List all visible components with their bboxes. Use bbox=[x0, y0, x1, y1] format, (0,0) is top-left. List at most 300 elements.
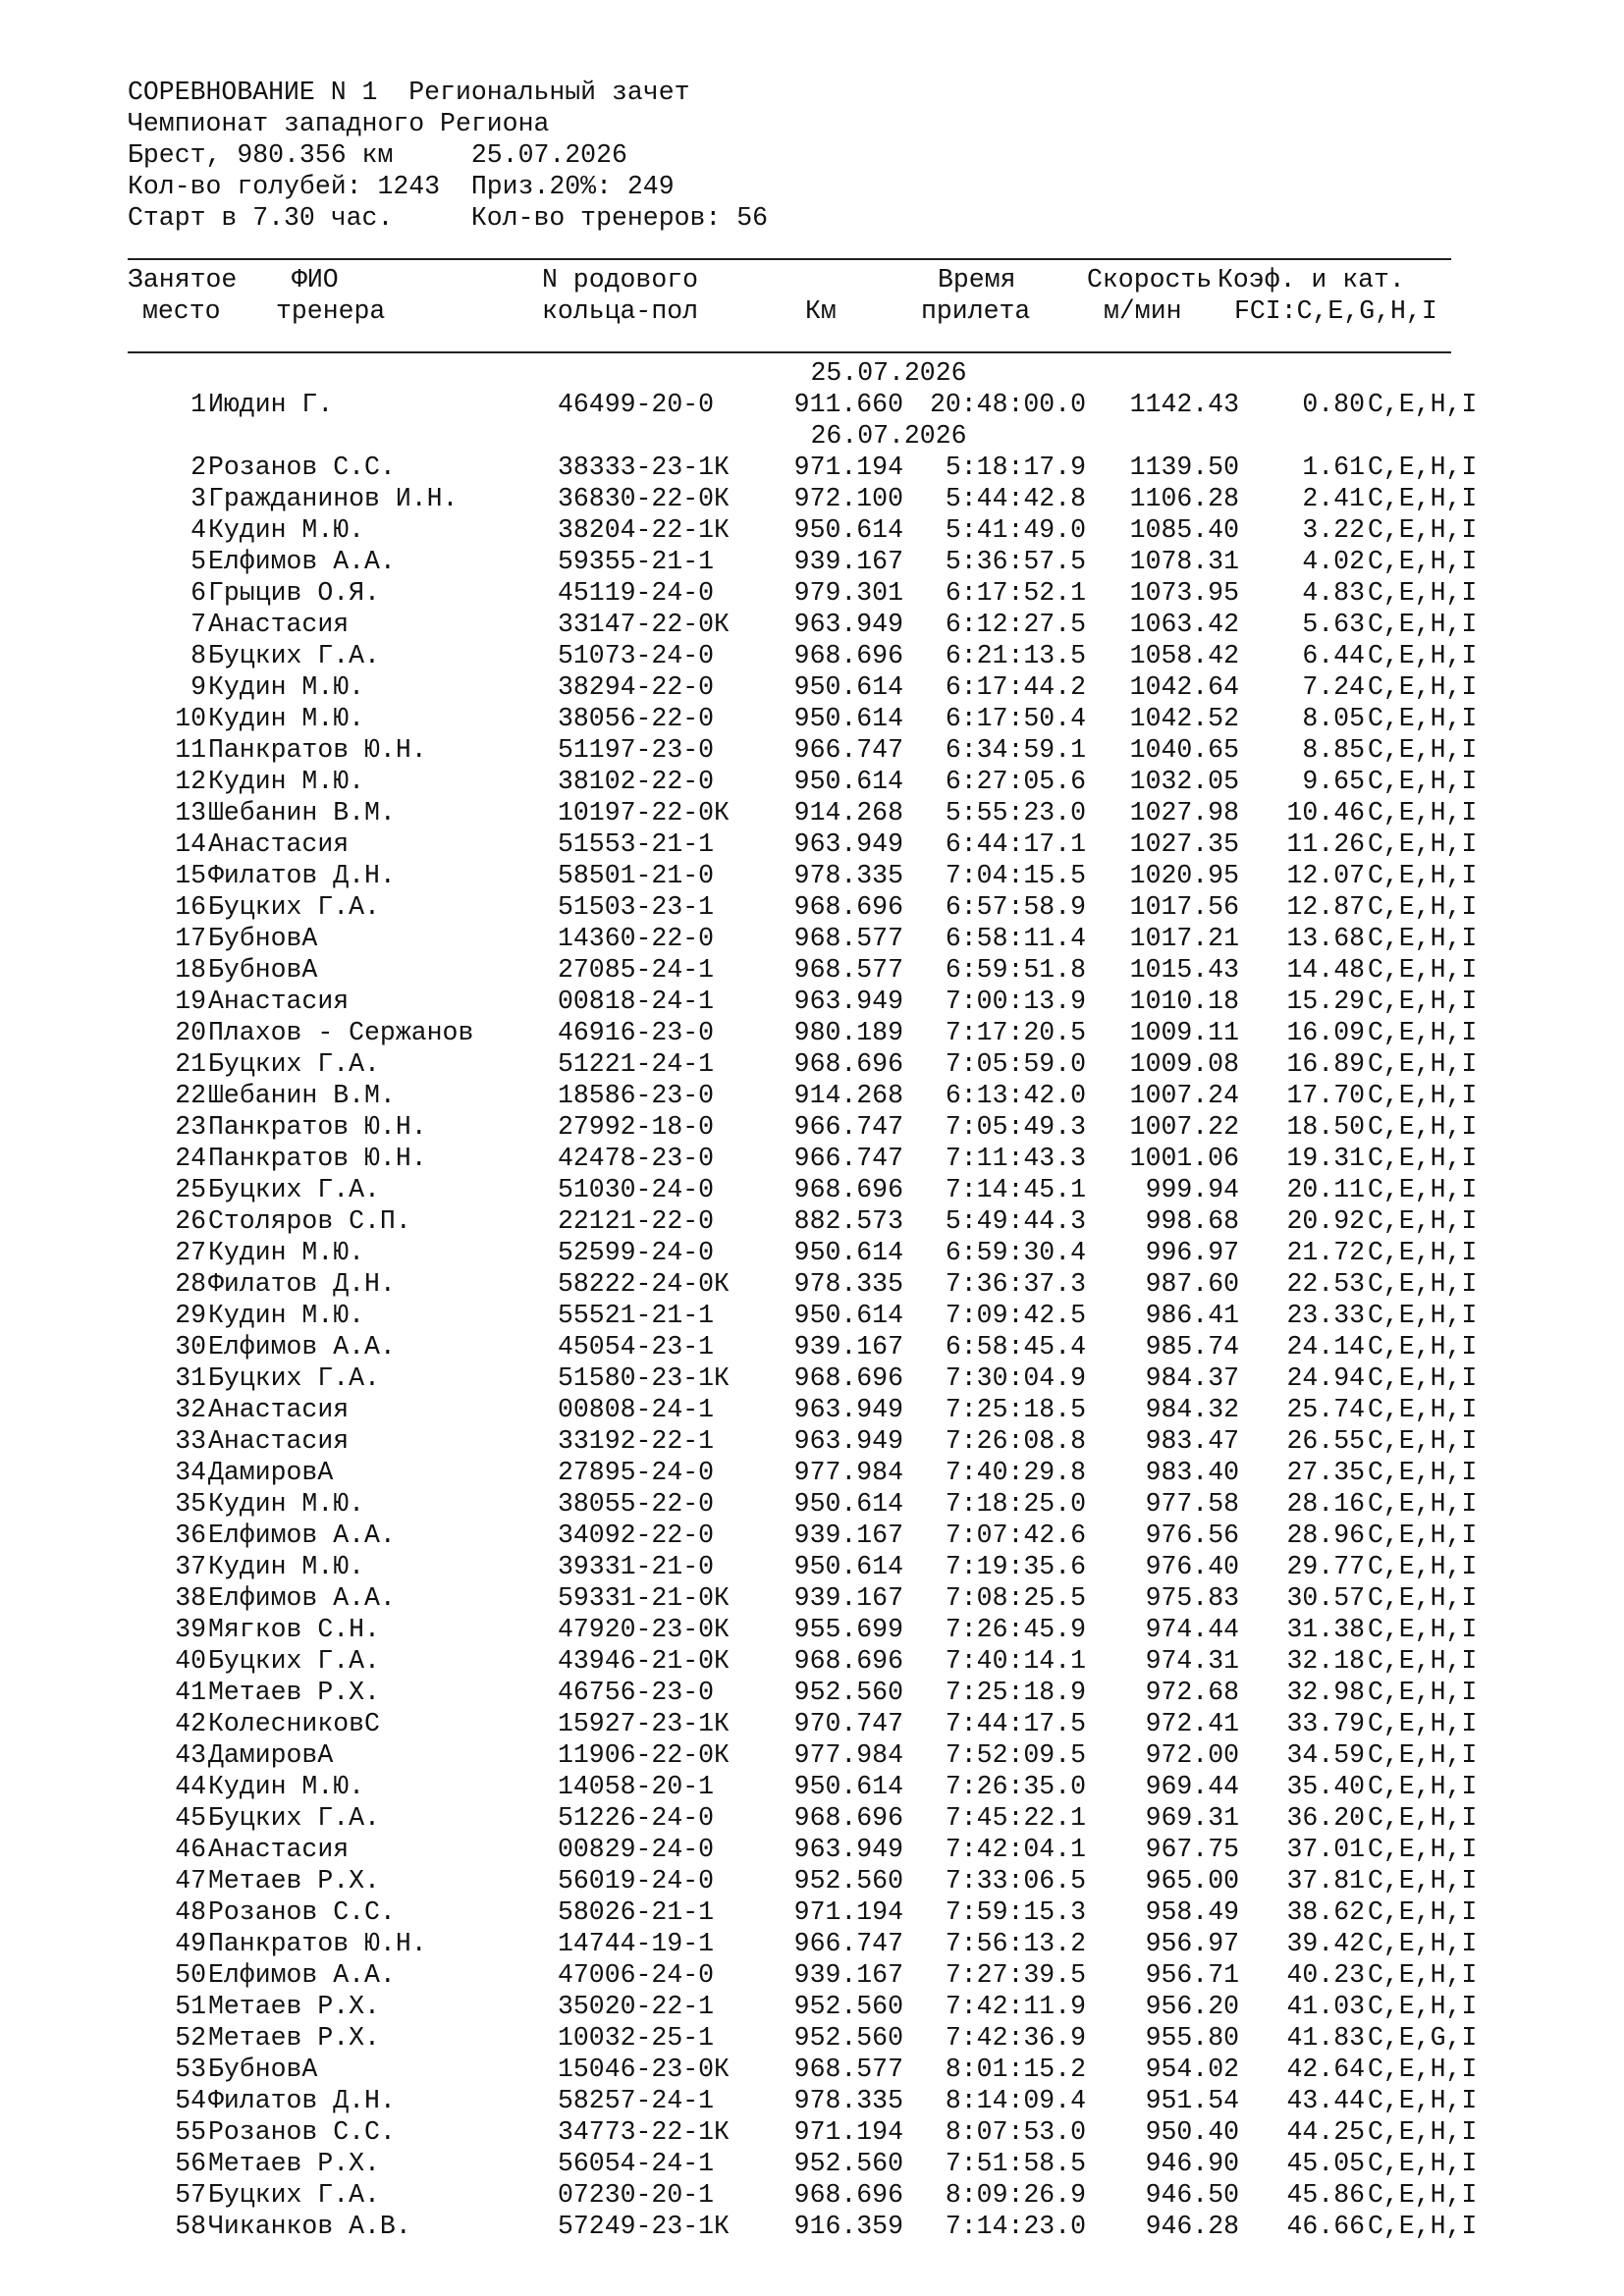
coef-cell: 45.86 bbox=[1286, 2180, 1365, 2210]
time-cell: 6:13:42.0 bbox=[945, 1081, 1086, 1110]
coef-cell: 25.74 bbox=[1286, 1395, 1365, 1424]
ring-cell: 58257-24-1 bbox=[558, 2086, 715, 2115]
col-km-label: Км bbox=[805, 296, 837, 326]
km-cell: 952.560 bbox=[793, 1992, 903, 2021]
speed-cell: 984.37 bbox=[1145, 1363, 1239, 1393]
table-row bbox=[0, 2148, 1624, 2179]
trainer-cell: БубновА bbox=[208, 955, 318, 985]
time-cell: 7:07:42.6 bbox=[945, 1521, 1086, 1550]
coef-cell: 23.33 bbox=[1286, 1301, 1365, 1330]
category-cell: C,E,H,I bbox=[1368, 924, 1478, 953]
coef-cell: 16.09 bbox=[1286, 1018, 1365, 1047]
place-cell: 54 bbox=[175, 2086, 206, 2115]
category-cell: C,E,H,I bbox=[1368, 1772, 1478, 1801]
speed-cell: 1009.08 bbox=[1129, 1049, 1239, 1079]
trainer-cell: Буцких Г.А. bbox=[208, 1175, 380, 1204]
top-rule bbox=[128, 258, 1451, 260]
place-cell: 3 bbox=[190, 484, 206, 513]
coef-cell: 42.64 bbox=[1286, 2055, 1365, 2084]
speed-cell: 956.97 bbox=[1145, 1929, 1239, 1958]
ring-cell: 35020-22-1 bbox=[558, 1992, 715, 2021]
trainer-cell: Кудин М.Ю. bbox=[208, 1238, 365, 1267]
km-cell: 968.696 bbox=[793, 2180, 903, 2210]
trainer-cell: Панкратов Ю.Н. bbox=[208, 1112, 427, 1142]
trainer-cell: Кудин М.Ю. bbox=[208, 672, 365, 702]
table-row bbox=[0, 2022, 1624, 2054]
trainer-cell: Столяров С.П. bbox=[208, 1206, 411, 1236]
category-cell: C,E,H,I bbox=[1368, 578, 1478, 608]
km-cell: 950.614 bbox=[793, 672, 903, 702]
table-row bbox=[0, 1488, 1624, 1520]
speed-cell: 1139.50 bbox=[1129, 453, 1239, 482]
table-row bbox=[0, 923, 1624, 954]
place-cell: 2 bbox=[190, 453, 206, 482]
speed-cell: 958.49 bbox=[1145, 1897, 1239, 1927]
col-ring-label-2: кольца-пол bbox=[542, 296, 699, 326]
time-cell: 7:40:29.8 bbox=[945, 1458, 1086, 1487]
table-row bbox=[0, 1425, 1624, 1457]
category-cell: C,E,H,I bbox=[1368, 2117, 1478, 2147]
ring-cell: 15927-23-1К bbox=[558, 1709, 730, 1738]
coef-cell: 41.83 bbox=[1286, 2023, 1365, 2053]
table-row bbox=[0, 1143, 1624, 1174]
speed-cell: 1040.65 bbox=[1129, 735, 1239, 765]
ring-cell: 14744-19-1 bbox=[558, 1929, 715, 1958]
coef-cell: 0.80 bbox=[1302, 390, 1365, 419]
time-cell: 8:07:53.0 bbox=[945, 2117, 1086, 2147]
ring-cell: 45119-24-0 bbox=[558, 578, 715, 608]
time-cell: 7:26:08.8 bbox=[945, 1426, 1086, 1456]
time-cell: 7:40:14.1 bbox=[945, 1646, 1086, 1676]
time-cell: 6:17:50.4 bbox=[945, 704, 1086, 733]
speed-cell: 1058.42 bbox=[1129, 641, 1239, 670]
trainer-cell: Анастасия bbox=[208, 1395, 350, 1424]
km-cell: 952.560 bbox=[793, 1866, 903, 1896]
speed-cell: 951.54 bbox=[1145, 2086, 1239, 2115]
speed-cell: 983.47 bbox=[1145, 1426, 1239, 1456]
category-cell: C,E,H,I bbox=[1368, 610, 1478, 639]
coef-cell: 21.72 bbox=[1286, 1238, 1365, 1267]
speed-cell: 1042.64 bbox=[1129, 672, 1239, 702]
km-cell: 968.696 bbox=[793, 1803, 903, 1833]
category-cell: C,E,H,I bbox=[1368, 1049, 1478, 1079]
km-cell: 952.560 bbox=[793, 1678, 903, 1707]
trainer-cell: Плахов - Сержанов bbox=[208, 1018, 474, 1047]
trainer-cell: КолесниковС bbox=[208, 1709, 380, 1738]
table-row bbox=[0, 1865, 1624, 1896]
km-cell: 950.614 bbox=[793, 767, 903, 796]
speed-cell: 1020.95 bbox=[1129, 861, 1239, 890]
trainer-cell: Елфимов А.А. bbox=[208, 1521, 396, 1550]
place-cell: 34 bbox=[175, 1458, 206, 1487]
competition-title: СОРЕВНОВАНИЕ N 1 Региональный зачет bbox=[128, 78, 690, 107]
place-cell: 44 bbox=[175, 1772, 206, 1801]
ring-cell: 51580-23-1К bbox=[558, 1363, 730, 1393]
category-cell: C,E,H,I bbox=[1368, 453, 1478, 482]
category-cell: C,E,H,I bbox=[1368, 641, 1478, 670]
ring-cell: 36830-22-0К bbox=[558, 484, 730, 513]
category-cell: C,E,H,I bbox=[1368, 390, 1478, 419]
table-row bbox=[0, 1802, 1624, 1834]
ring-cell: 58026-21-1 bbox=[558, 1897, 715, 1927]
time-cell: 5:49:44.3 bbox=[945, 1206, 1086, 1236]
time-cell: 6:17:44.2 bbox=[945, 672, 1086, 702]
coef-cell: 35.40 bbox=[1286, 1772, 1365, 1801]
table-row bbox=[0, 986, 1624, 1017]
trainer-cell: Буцких Г.А. bbox=[208, 2180, 380, 2210]
km-cell: 950.614 bbox=[793, 704, 903, 733]
category-cell: C,E,H,I bbox=[1368, 2212, 1478, 2241]
time-cell: 7:17:20.5 bbox=[945, 1018, 1086, 1047]
speed-cell: 1010.18 bbox=[1129, 987, 1239, 1016]
coef-cell: 5.63 bbox=[1302, 610, 1365, 639]
km-cell: 963.949 bbox=[793, 610, 903, 639]
place-cell: 9 bbox=[190, 672, 206, 702]
place-cell: 7 bbox=[190, 610, 206, 639]
col-name-label-2: тренера bbox=[276, 296, 386, 326]
ring-cell: 51221-24-1 bbox=[558, 1049, 715, 1079]
ring-cell: 27895-24-0 bbox=[558, 1458, 715, 1487]
ring-cell: 57249-23-1К bbox=[558, 2212, 730, 2241]
coef-cell: 28.96 bbox=[1286, 1521, 1365, 1550]
time-cell: 8:01:15.2 bbox=[945, 2055, 1086, 2084]
category-cell: C,E,H,I bbox=[1368, 484, 1478, 513]
coef-cell: 15.29 bbox=[1286, 987, 1365, 1016]
ring-cell: 07230-20-1 bbox=[558, 2180, 715, 2210]
table-row bbox=[0, 734, 1624, 766]
ring-cell: 00808-24-1 bbox=[558, 1395, 715, 1424]
table-row bbox=[0, 703, 1624, 734]
trainer-cell: Кудин М.Ю. bbox=[208, 1301, 365, 1330]
place-cell: 29 bbox=[175, 1301, 206, 1330]
coef-cell: 43.44 bbox=[1286, 2086, 1365, 2115]
place-cell: 16 bbox=[175, 892, 206, 922]
coef-cell: 24.94 bbox=[1286, 1363, 1365, 1393]
table-row bbox=[0, 609, 1624, 640]
time-cell: 20:48:00.0 bbox=[929, 390, 1086, 419]
time-cell: 8:14:09.4 bbox=[945, 2086, 1086, 2115]
category-cell: C,E,H,I bbox=[1368, 1583, 1478, 1613]
coef-cell: 8.85 bbox=[1302, 735, 1365, 765]
col-coef-label-1: Коэф. и кат. bbox=[1218, 265, 1405, 294]
speed-cell: 975.83 bbox=[1145, 1583, 1239, 1613]
time-cell: 7:09:42.5 bbox=[945, 1301, 1086, 1330]
km-cell: 978.335 bbox=[793, 2086, 903, 2115]
coef-cell: 41.03 bbox=[1286, 1992, 1365, 2021]
time-cell: 7:14:45.1 bbox=[945, 1175, 1086, 1204]
table-row bbox=[0, 1928, 1624, 1959]
category-cell: C,E,H,I bbox=[1368, 1301, 1478, 1330]
km-cell: 963.949 bbox=[793, 1426, 903, 1456]
table-row bbox=[0, 1394, 1624, 1425]
km-cell: 939.167 bbox=[793, 547, 903, 576]
trainer-cell: Анастасия bbox=[208, 829, 350, 859]
speed-cell: 946.90 bbox=[1145, 2149, 1239, 2178]
place-cell: 10 bbox=[175, 704, 206, 733]
place-cell: 18 bbox=[175, 955, 206, 985]
trainer-cell: БубновА bbox=[208, 924, 318, 953]
place-cell: 12 bbox=[175, 767, 206, 796]
time-cell: 6:34:59.1 bbox=[945, 735, 1086, 765]
table-row bbox=[0, 1111, 1624, 1143]
place-cell: 39 bbox=[175, 1615, 206, 1644]
category-cell: C,E,H,I bbox=[1368, 1395, 1478, 1424]
coef-cell: 39.42 bbox=[1286, 1929, 1365, 1958]
place-cell: 27 bbox=[175, 1238, 206, 1267]
time-cell: 7:42:36.9 bbox=[945, 2023, 1086, 2053]
ring-cell: 38204-22-1К bbox=[558, 515, 730, 545]
trainer-cell: Елфимов А.А. bbox=[208, 1960, 396, 1990]
place-cell: 37 bbox=[175, 1552, 206, 1581]
km-cell: 971.194 bbox=[793, 453, 903, 482]
category-cell: C,E,H,I bbox=[1368, 1646, 1478, 1676]
ring-cell: 18586-23-0 bbox=[558, 1081, 715, 1110]
place-cell: 51 bbox=[175, 1992, 206, 2021]
place-cell: 35 bbox=[175, 1489, 206, 1519]
place-cell: 26 bbox=[175, 1206, 206, 1236]
speed-cell: 954.02 bbox=[1145, 2055, 1239, 2084]
km-cell: 916.359 bbox=[793, 2212, 903, 2241]
table-row bbox=[0, 2054, 1624, 2085]
category-cell: C,E,H,I bbox=[1368, 1709, 1478, 1738]
ring-cell: 51030-24-0 bbox=[558, 1175, 715, 1204]
coef-cell: 26.55 bbox=[1286, 1426, 1365, 1456]
km-cell: 966.747 bbox=[793, 1144, 903, 1173]
ring-cell: 00829-24-0 bbox=[558, 1835, 715, 1864]
coef-cell: 28.16 bbox=[1286, 1489, 1365, 1519]
speed-cell: 1073.95 bbox=[1129, 578, 1239, 608]
trainer-cell: Панкратов Ю.Н. bbox=[208, 1929, 427, 1958]
trainer-cell: Филатов Д.Н. bbox=[208, 2086, 396, 2115]
ring-cell: 38056-22-0 bbox=[558, 704, 715, 733]
trainer-cell: Кудин М.Ю. bbox=[208, 515, 365, 545]
speed-cell: 956.20 bbox=[1145, 1992, 1239, 2021]
category-cell: C,E,H,I bbox=[1368, 1175, 1478, 1204]
km-cell: 977.984 bbox=[793, 1740, 903, 1770]
time-cell: 6:59:30.4 bbox=[945, 1238, 1086, 1267]
time-cell: 5:36:57.5 bbox=[945, 547, 1086, 576]
km-cell: 911.660 bbox=[793, 390, 903, 419]
category-cell: C,E,H,I bbox=[1368, 1332, 1478, 1362]
trainer-cell: БубновА bbox=[208, 2055, 318, 2084]
ring-cell: 47920-23-0К bbox=[558, 1615, 730, 1644]
category-cell: C,E,H,I bbox=[1368, 1489, 1478, 1519]
category-cell: C,E,H,I bbox=[1368, 2055, 1478, 2084]
category-cell: C,E,H,I bbox=[1368, 1740, 1478, 1770]
speed-cell: 1078.31 bbox=[1129, 547, 1239, 576]
ring-cell: 46916-23-0 bbox=[558, 1018, 715, 1047]
km-cell: 968.577 bbox=[793, 955, 903, 985]
ring-cell: 38102-22-0 bbox=[558, 767, 715, 796]
coef-cell: 32.98 bbox=[1286, 1678, 1365, 1707]
table-row bbox=[0, 2116, 1624, 2148]
time-cell: 7:42:04.1 bbox=[945, 1835, 1086, 1864]
place-cell: 33 bbox=[175, 1426, 206, 1456]
ring-cell: 38333-23-1К bbox=[558, 453, 730, 482]
speed-cell: 974.31 bbox=[1145, 1646, 1239, 1676]
speed-cell: 998.68 bbox=[1145, 1206, 1239, 1236]
trainer-cell: Анастасия bbox=[208, 610, 350, 639]
ring-cell: 56019-24-0 bbox=[558, 1866, 715, 1896]
km-cell: 968.696 bbox=[793, 1049, 903, 1079]
table-row bbox=[0, 1331, 1624, 1362]
coef-cell: 13.68 bbox=[1286, 924, 1365, 953]
time-cell: 7:30:04.9 bbox=[945, 1363, 1086, 1393]
km-cell: 939.167 bbox=[793, 1521, 903, 1550]
date-separator: 25.07.2026 bbox=[810, 358, 967, 388]
km-cell: 968.577 bbox=[793, 2055, 903, 2084]
table-row bbox=[0, 1080, 1624, 1111]
coef-cell: 46.66 bbox=[1286, 2212, 1365, 2241]
category-cell: C,E,H,I bbox=[1368, 735, 1478, 765]
speed-cell: 1032.05 bbox=[1129, 767, 1239, 796]
trainer-cell: Панкратов Ю.Н. bbox=[208, 1144, 427, 1173]
speed-cell: 965.00 bbox=[1145, 1866, 1239, 1896]
time-cell: 5:55:23.0 bbox=[945, 798, 1086, 828]
ring-cell: 10032-25-1 bbox=[558, 2023, 715, 2053]
ring-cell: 00818-24-1 bbox=[558, 987, 715, 1016]
category-cell: C,E,H,I bbox=[1368, 1112, 1478, 1142]
table-row bbox=[0, 797, 1624, 828]
km-cell: 950.614 bbox=[793, 515, 903, 545]
category-cell: C,E,H,I bbox=[1368, 1929, 1478, 1958]
category-cell: C,E,H,I bbox=[1368, 1678, 1478, 1707]
speed-cell: 1106.28 bbox=[1129, 484, 1239, 513]
coef-cell: 8.05 bbox=[1302, 704, 1365, 733]
trainer-cell: Буцких Г.А. bbox=[208, 1363, 380, 1393]
km-cell: 971.194 bbox=[793, 2117, 903, 2147]
speed-cell: 984.32 bbox=[1145, 1395, 1239, 1424]
ring-cell: 27992-18-0 bbox=[558, 1112, 715, 1142]
coef-cell: 4.83 bbox=[1302, 578, 1365, 608]
speed-cell: 1009.11 bbox=[1129, 1018, 1239, 1047]
table-row bbox=[0, 1771, 1624, 1802]
table-row bbox=[0, 1048, 1624, 1080]
category-cell: C,E,H,I bbox=[1368, 1835, 1478, 1864]
ring-cell: 46756-23-0 bbox=[558, 1678, 715, 1707]
ring-cell: 38294-22-0 bbox=[558, 672, 715, 702]
place-cell: 47 bbox=[175, 1866, 206, 1896]
speed-cell: 946.50 bbox=[1145, 2180, 1239, 2210]
col-coef-label-2: FCI:C,E,G,H,I bbox=[1234, 296, 1437, 326]
trainer-cell: Анастасия bbox=[208, 1835, 350, 1864]
place-cell: 15 bbox=[175, 861, 206, 890]
speed-cell: 976.40 bbox=[1145, 1552, 1239, 1581]
coef-cell: 22.53 bbox=[1286, 1269, 1365, 1299]
coef-cell: 14.48 bbox=[1286, 955, 1365, 985]
time-cell: 7:14:23.0 bbox=[945, 2212, 1086, 2241]
trainer-cell: Елфимов А.А. bbox=[208, 1332, 396, 1362]
time-cell: 7:00:13.9 bbox=[945, 987, 1086, 1016]
col-speed-label-2: м/мин bbox=[1104, 296, 1182, 326]
km-cell: 978.335 bbox=[793, 861, 903, 890]
place-cell: 42 bbox=[175, 1709, 206, 1738]
ring-cell: 34773-22-1К bbox=[558, 2117, 730, 2147]
place-cell: 13 bbox=[175, 798, 206, 828]
trainer-cell: Кудин М.Ю. bbox=[208, 767, 365, 796]
trainer-cell: Метаев Р.Х. bbox=[208, 2023, 380, 2053]
table-row bbox=[0, 766, 1624, 797]
coef-cell: 16.89 bbox=[1286, 1049, 1365, 1079]
time-cell: 7:44:17.5 bbox=[945, 1709, 1086, 1738]
time-cell: 7:33:06.5 bbox=[945, 1866, 1086, 1896]
category-cell: C,E,H,I bbox=[1368, 861, 1478, 890]
coef-cell: 44.25 bbox=[1286, 2117, 1365, 2147]
trainer-cell: Метаев Р.Х. bbox=[208, 2149, 380, 2178]
table-row bbox=[0, 1896, 1624, 1928]
col-name-label-1: ФИО bbox=[292, 265, 339, 294]
time-cell: 7:56:13.2 bbox=[945, 1929, 1086, 1958]
table-row bbox=[0, 1959, 1624, 1991]
trainer-cell: Июдин Г. bbox=[208, 390, 334, 419]
time-cell: 7:25:18.9 bbox=[945, 1678, 1086, 1707]
category-cell: C,E,H,I bbox=[1368, 672, 1478, 702]
time-cell: 7:42:11.9 bbox=[945, 1992, 1086, 2021]
trainer-cell: Мягков С.Н. bbox=[208, 1615, 380, 1644]
km-cell: 882.573 bbox=[793, 1206, 903, 1236]
category-cell: C,E,H,I bbox=[1368, 515, 1478, 545]
place-cell: 28 bbox=[175, 1269, 206, 1299]
table-row bbox=[0, 1614, 1624, 1645]
category-cell: C,E,H,I bbox=[1368, 1081, 1478, 1110]
category-cell: C,E,H,I bbox=[1368, 1960, 1478, 1990]
km-cell: 963.949 bbox=[793, 1835, 903, 1864]
trainer-cell: ДамировА bbox=[208, 1740, 334, 1770]
category-cell: C,E,H,I bbox=[1368, 2149, 1478, 2178]
category-cell: C,E,H,I bbox=[1368, 798, 1478, 828]
ring-cell: 34092-22-0 bbox=[558, 1521, 715, 1550]
km-cell: 963.949 bbox=[793, 987, 903, 1016]
category-cell: C,E,H,I bbox=[1368, 767, 1478, 796]
coef-cell: 33.79 bbox=[1286, 1709, 1365, 1738]
km-cell: 970.747 bbox=[793, 1709, 903, 1738]
place-cell: 49 bbox=[175, 1929, 206, 1958]
coef-cell: 37.01 bbox=[1286, 1835, 1365, 1864]
table-row bbox=[0, 1174, 1624, 1205]
col-place-label-2: место bbox=[142, 296, 221, 326]
category-cell: C,E,H,I bbox=[1368, 955, 1478, 985]
place-cell: 23 bbox=[175, 1112, 206, 1142]
ring-cell: 51226-24-0 bbox=[558, 1803, 715, 1833]
trainer-cell: Анастасия bbox=[208, 1426, 350, 1456]
table-row bbox=[0, 1457, 1624, 1488]
ring-cell: 10197-22-0К bbox=[558, 798, 730, 828]
speed-cell: 1007.24 bbox=[1129, 1081, 1239, 1110]
ring-cell: 11906-22-0К bbox=[558, 1740, 730, 1770]
speed-cell: 967.75 bbox=[1145, 1835, 1239, 1864]
trainer-cell: Анастасия bbox=[208, 987, 350, 1016]
place-cell: 36 bbox=[175, 1521, 206, 1550]
time-cell: 7:51:58.5 bbox=[945, 2149, 1086, 2178]
table-row bbox=[0, 1739, 1624, 1771]
km-cell: 963.949 bbox=[793, 829, 903, 859]
time-cell: 6:59:51.8 bbox=[945, 955, 1086, 985]
place-cell: 41 bbox=[175, 1678, 206, 1707]
speed-cell: 985.74 bbox=[1145, 1332, 1239, 1362]
km-cell: 950.614 bbox=[793, 1489, 903, 1519]
km-cell: 955.699 bbox=[793, 1615, 903, 1644]
km-cell: 972.100 bbox=[793, 484, 903, 513]
coef-cell: 31.38 bbox=[1286, 1615, 1365, 1644]
ring-cell: 51073-24-0 bbox=[558, 641, 715, 670]
time-cell: 7:25:18.5 bbox=[945, 1395, 1086, 1424]
km-cell: 914.268 bbox=[793, 798, 903, 828]
km-cell: 952.560 bbox=[793, 2149, 903, 2178]
km-cell: 914.268 bbox=[793, 1081, 903, 1110]
ring-cell: 33192-22-1 bbox=[558, 1426, 715, 1456]
time-cell: 7:11:43.3 bbox=[945, 1144, 1086, 1173]
place-cell: 21 bbox=[175, 1049, 206, 1079]
